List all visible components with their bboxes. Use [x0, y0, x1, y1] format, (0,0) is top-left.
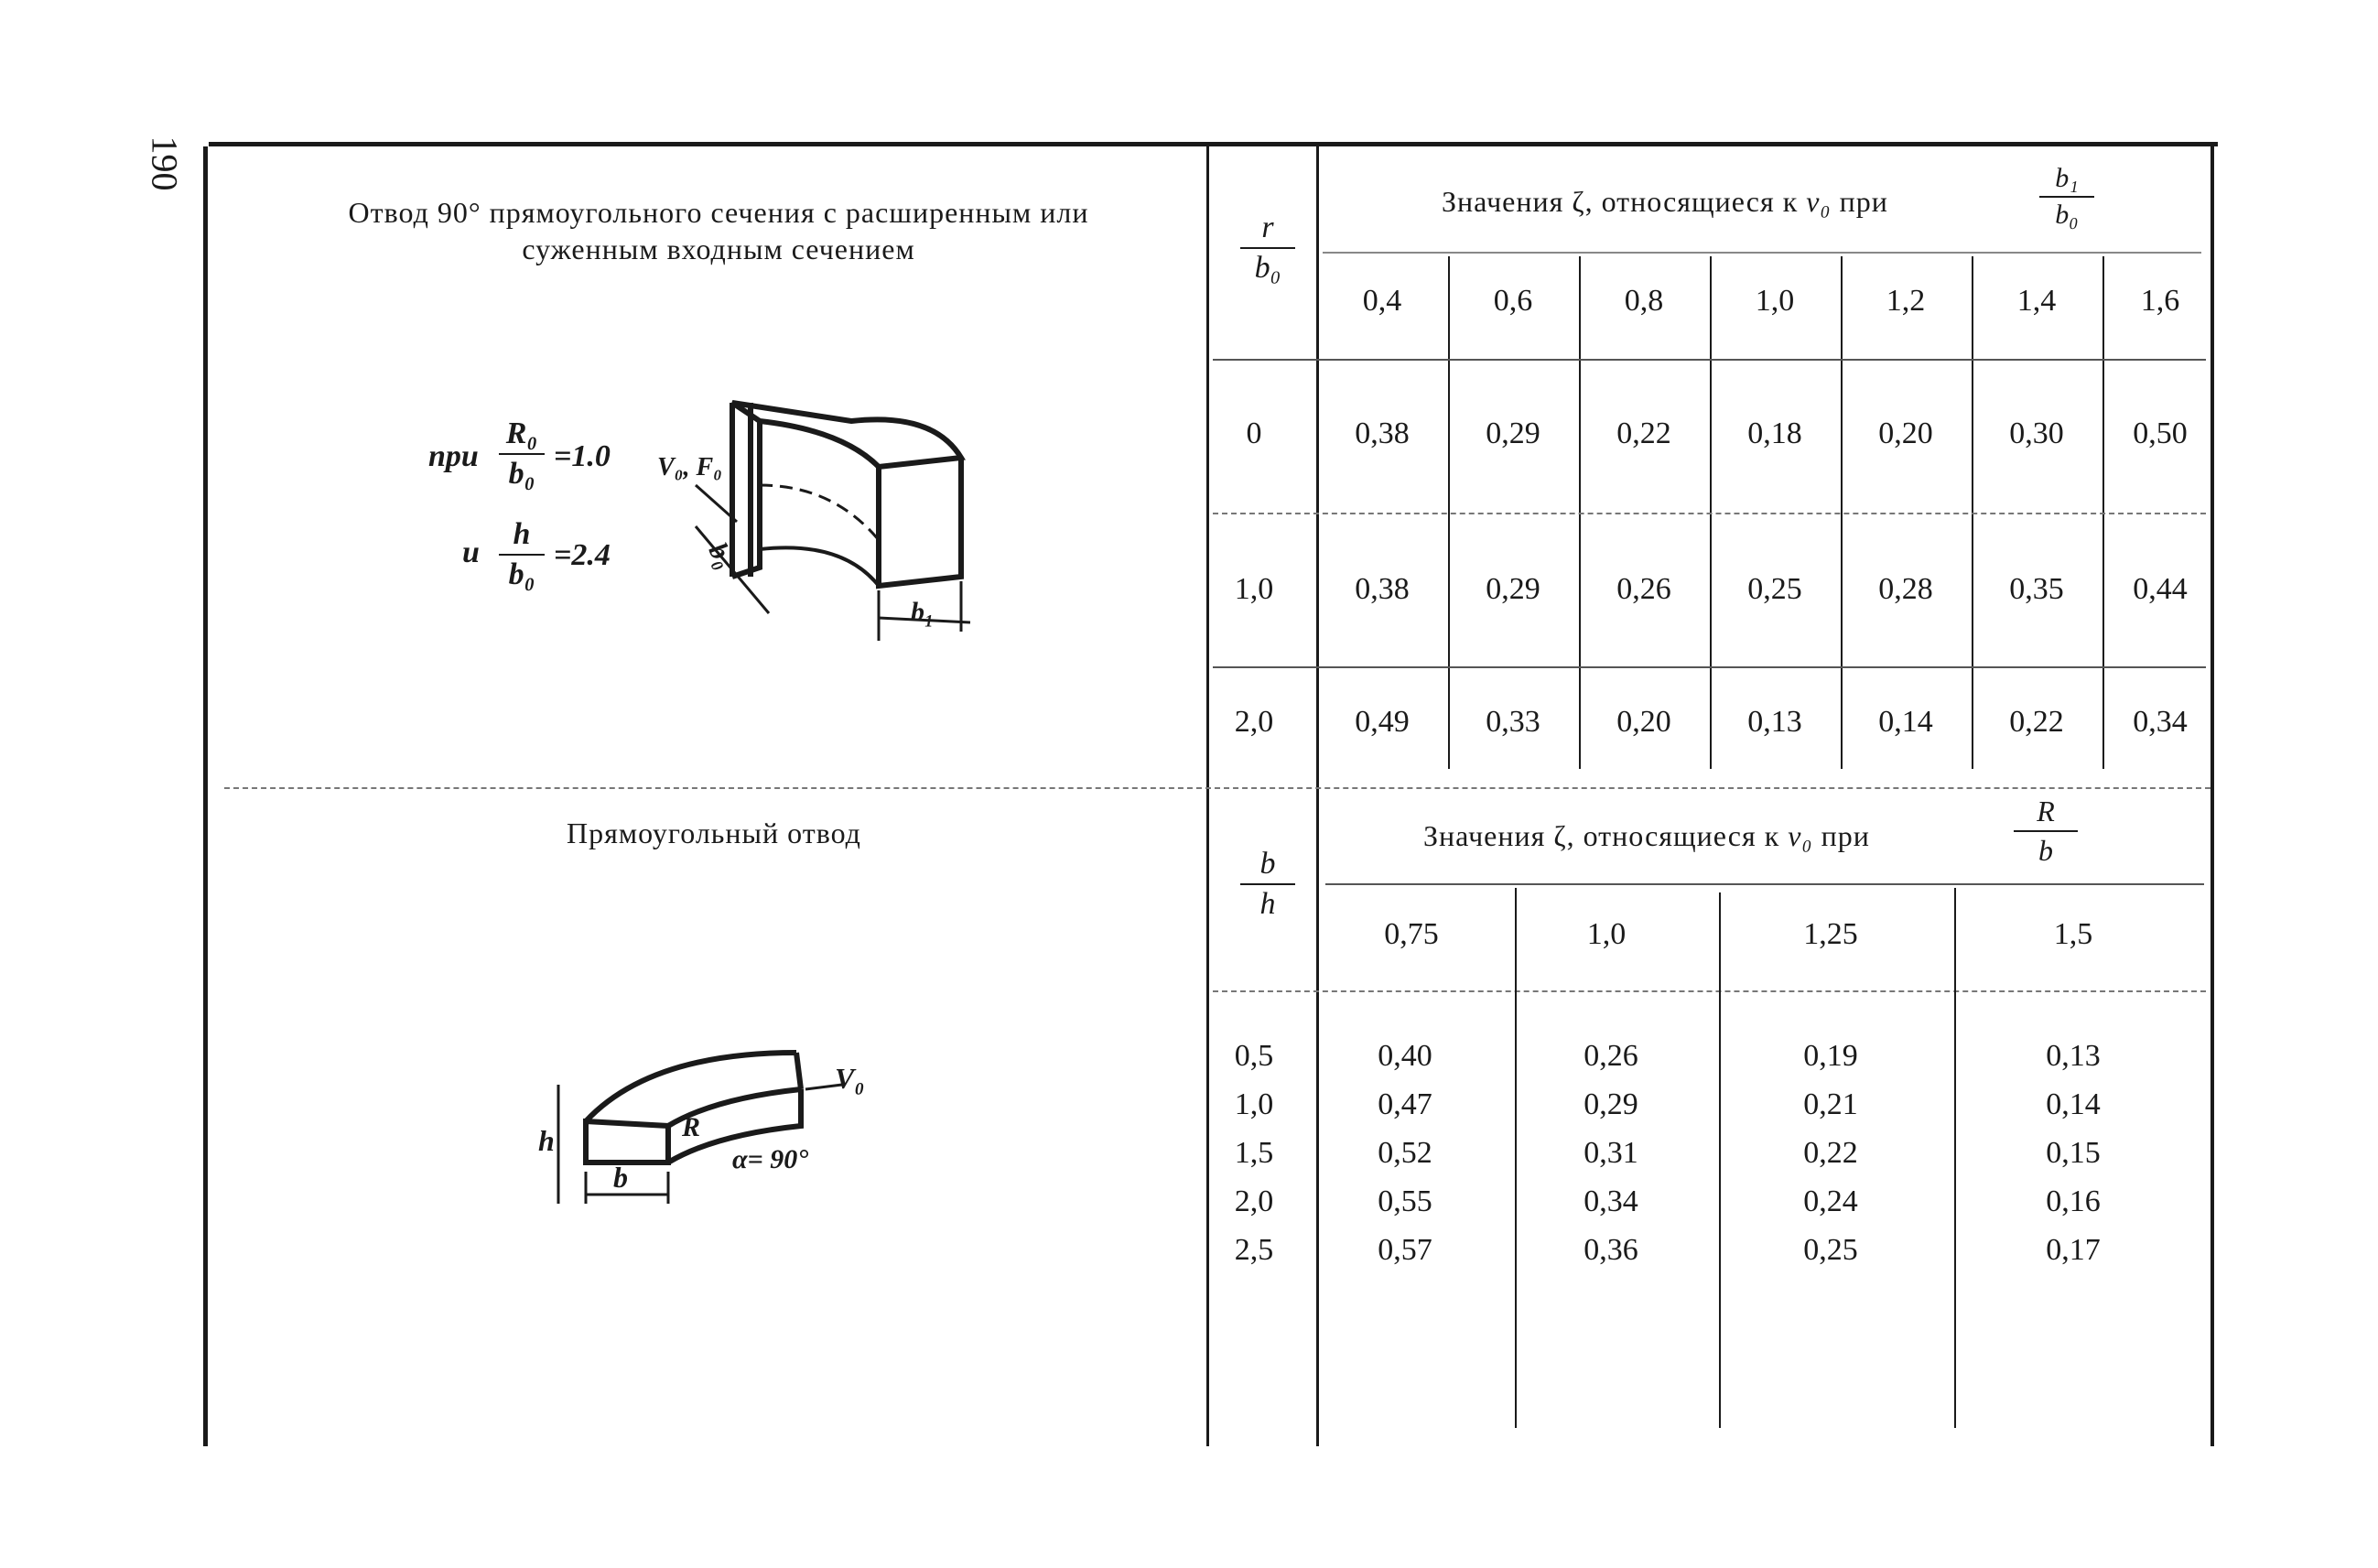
table2-col-header: 1,25	[1803, 917, 1858, 951]
table1-header-text: Значения ζ, относящиеся к	[1442, 185, 1799, 218]
fig1-eq1: =1.0	[554, 439, 611, 473]
table1-cell: 0,38	[1355, 416, 1410, 450]
table2-header-rule	[1325, 883, 2204, 885]
bend1-top-face	[732, 403, 961, 577]
table1-header-frac-den: b₀	[2055, 200, 2079, 230]
bend2-end	[796, 1053, 801, 1089]
fig1-h-den: b₀	[508, 557, 535, 591]
table1-cell: 0,25	[1747, 572, 1802, 606]
fig1-R0: R₀	[505, 416, 538, 450]
table2-cell: 0,21	[1803, 1087, 1858, 1121]
table2-cell: 0,24	[1803, 1184, 1858, 1218]
table1-row-label: 2,0	[1234, 705, 1274, 739]
table1-col-header: 0,8	[1624, 284, 1664, 318]
center-rule	[1206, 146, 1209, 1446]
table1-cell: 0,20	[1616, 705, 1671, 739]
table2-header-frac-den: b	[2038, 834, 2053, 867]
table2-cell: 0,52	[1378, 1136, 1432, 1170]
table2-cell: 0,47	[1378, 1087, 1432, 1121]
table2-row-label: 1,0	[1234, 1087, 1274, 1121]
table2-cell: 0,57	[1378, 1233, 1432, 1267]
table1-col-header: 1,0	[1755, 284, 1795, 318]
table2-row-label: 2,0	[1234, 1184, 1274, 1218]
table2-cell: 0,13	[2046, 1039, 2101, 1073]
table2-row-label: 2,5	[1234, 1233, 1274, 1267]
table2-cell: 0,31	[1584, 1136, 1638, 1170]
table1-cell: 0,38	[1355, 572, 1410, 606]
table2-cell: 0,29	[1584, 1087, 1638, 1121]
fig1-h: h	[513, 517, 531, 551]
table1-header-v0: v₀	[1806, 185, 1832, 218]
section1-title-line2: суженным входным сечением	[522, 232, 915, 265]
table1-cell: 0,49	[1355, 705, 1410, 739]
table2-cell: 0,15	[2046, 1136, 2101, 1170]
table2-header-frac-bar	[2014, 830, 2078, 832]
table2-header-frac-num: R	[2037, 795, 2055, 827]
table1-cell: 0,26	[1616, 572, 1671, 606]
fig2-alpha: α= 90°	[732, 1144, 809, 1174]
table1-col-header: 0,4	[1362, 284, 1402, 318]
table2-header-text: Значения ζ, относящиеся к	[1423, 819, 1780, 852]
table2-col-rule-2	[1719, 892, 1721, 1428]
left-rule	[203, 146, 208, 1446]
bend1-inner-curve	[760, 485, 879, 540]
fig2-b: b	[613, 1161, 628, 1194]
table2-row-header-den: h	[1259, 887, 1276, 921]
table2-cell: 0,36	[1584, 1233, 1638, 1267]
table2-cell: 0,40	[1378, 1039, 1432, 1073]
bend1-lower-curve	[760, 547, 879, 586]
table1-cell: 0,22	[1616, 416, 1671, 450]
fig1-frac-R0-b0	[499, 416, 545, 492]
bend2-front	[586, 1121, 668, 1162]
table1-col-header: 0,6	[1493, 284, 1533, 318]
table2-col-header: 0,75	[1384, 917, 1439, 951]
table2-cell: 0,55	[1378, 1184, 1432, 1218]
table1-row-header-bar	[1240, 247, 1295, 249]
table1-header-rule	[1323, 252, 2201, 254]
table1-cell: 0,28	[1878, 572, 1933, 606]
section1-title-line1: Отвод 90° прямоугольного сечения с расширенным или	[348, 196, 1089, 229]
table2-cell: 0,19	[1803, 1039, 1858, 1073]
table2-row-label: 0,5	[1234, 1039, 1274, 1073]
table1-cell: 0,34	[2133, 705, 2188, 739]
table2-row-header-num: b	[1259, 847, 1276, 881]
table1-row-header	[1240, 211, 1295, 286]
bend1-outer-face	[879, 458, 961, 586]
table1-cell: 0,18	[1747, 416, 1802, 450]
table1-cell: 0,29	[1486, 572, 1540, 606]
table1-header-frac-bar	[2039, 196, 2094, 198]
top-rule	[209, 142, 2218, 146]
section2-title: Прямоугольный отвод	[567, 816, 861, 849]
table1-row-label: 0	[1246, 416, 1262, 450]
fig1-b0: b₀	[508, 457, 535, 491]
table1-cell: 0,22	[2009, 705, 2064, 739]
table1-row-rule-1	[1213, 359, 2206, 361]
table2-row-label: 1,5	[1234, 1136, 1274, 1170]
table-col-rule	[1316, 146, 1319, 1446]
bend-figure-2	[540, 1034, 870, 1217]
table2-col-header: 1,5	[2053, 917, 2093, 951]
section-divider	[224, 787, 2210, 789]
fig1-b1: b₁	[911, 597, 935, 627]
fig2-v0: V₀	[835, 1062, 865, 1095]
table2-col-header: 1,0	[1586, 917, 1627, 951]
table1-cell: 0,14	[1878, 705, 1933, 739]
fig2-h: h	[538, 1124, 555, 1157]
section1-title	[238, 194, 1199, 267]
table2-row-header-bar	[1240, 883, 1295, 885]
fig1-b0-side: b₀	[702, 537, 740, 574]
table2-header-v0: v₀	[1788, 819, 1813, 852]
table1-header-at: при	[1839, 185, 1888, 218]
table1-cell: 0,13	[1747, 705, 1802, 739]
page-number: 190	[144, 135, 186, 191]
table2-header-frac	[2014, 795, 2078, 868]
table1-cell: 0,33	[1486, 705, 1540, 739]
table2-cell: 0,34	[1584, 1184, 1638, 1218]
table1-header-frac-num: b₁	[2055, 163, 2079, 193]
table1-header-frac	[2039, 163, 2094, 231]
table1-cell: 0,50	[2133, 416, 2188, 450]
fig2-R: R	[682, 1112, 701, 1142]
table1-col-header: 1,4	[2016, 284, 2057, 318]
table2-subheader-rule	[1213, 990, 2206, 992]
table2-cell: 0,14	[2046, 1087, 2101, 1121]
table1-row-rule-3	[1213, 666, 2206, 668]
table2-cell: 0,22	[1803, 1136, 1858, 1170]
fig1-frac-h-b0	[499, 517, 545, 592]
table2-cell: 0,26	[1584, 1039, 1638, 1073]
table2-cell: 0,17	[2046, 1233, 2101, 1267]
table1-cell: 0,35	[2009, 572, 2064, 606]
table1-header	[1442, 185, 1888, 219]
table2-cell: 0,25	[1803, 1233, 1858, 1267]
table1-cell: 0,44	[2133, 572, 2188, 606]
fig1-frac-bar1	[499, 453, 545, 455]
table1-row-rule-2	[1213, 513, 2206, 514]
table1-col-header: 1,6	[2140, 284, 2180, 318]
table1-row-label: 1,0	[1234, 572, 1274, 606]
table1-row-header-den: b₀	[1254, 251, 1281, 285]
bend2-top-outer	[586, 1053, 796, 1121]
table1-cell: 0,20	[1878, 416, 1933, 450]
table2-col-rule-1	[1515, 888, 1517, 1428]
fig1-v0f0: V₀, F₀	[657, 453, 722, 481]
right-rule	[2210, 146, 2214, 1446]
table2-col-rule-3	[1954, 888, 1956, 1428]
fig1-label-pri: при	[428, 439, 479, 473]
table1-col-header: 1,2	[1886, 284, 1926, 318]
fig1-eq2: =2.4	[554, 538, 611, 572]
fig1-label-i: и	[462, 535, 480, 569]
table2-header	[1423, 819, 1870, 853]
table1-cell: 0,29	[1486, 416, 1540, 450]
table2-cell: 0,16	[2046, 1184, 2101, 1218]
table1-cell: 0,30	[2009, 416, 2064, 450]
table2-header-at: при	[1821, 819, 1870, 852]
table2-row-header	[1240, 847, 1295, 922]
table1-row-header-num: r	[1261, 211, 1274, 244]
fig1-frac-bar2	[499, 554, 545, 556]
